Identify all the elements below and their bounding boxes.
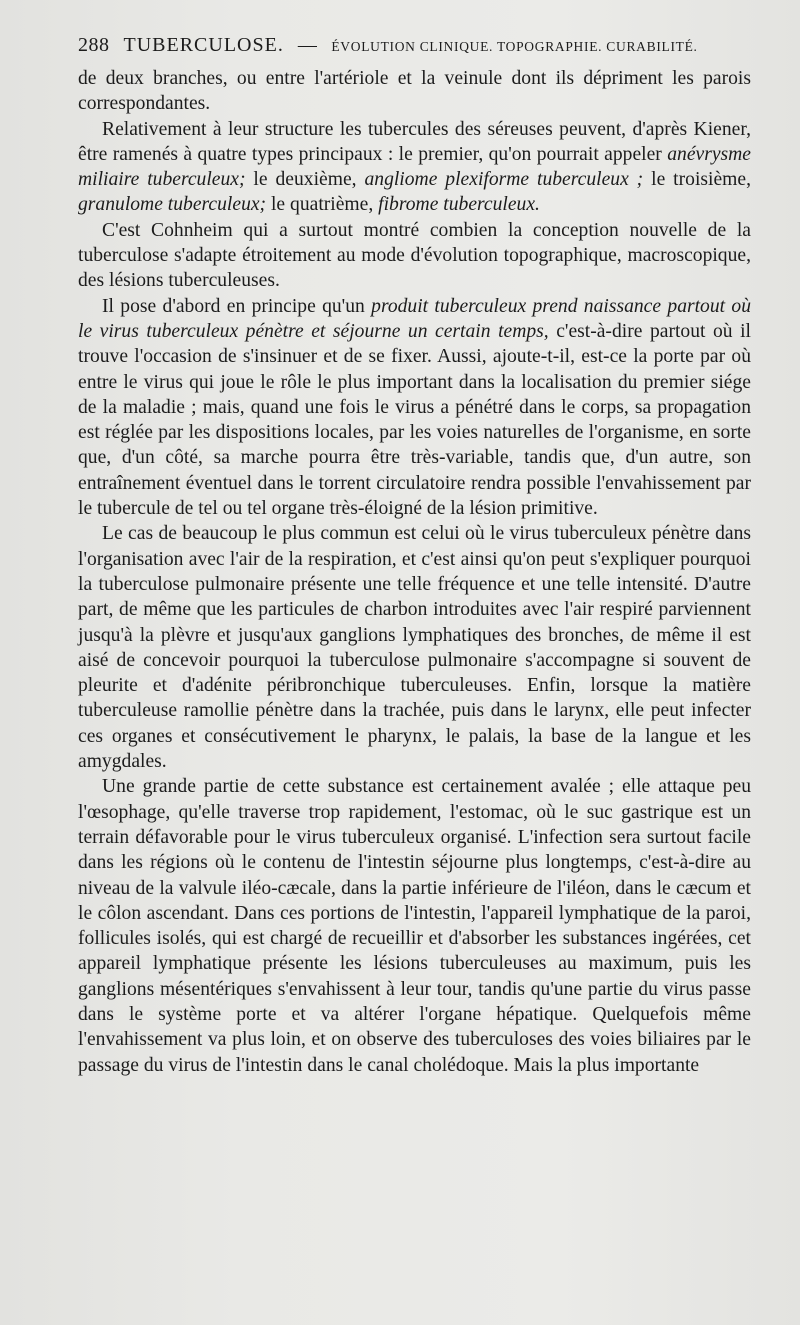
principle-statement: produit tuberculeux prend naissance partout où le virus tuberculeux pénètre et séjourne un certain temps, xyxy=(78,295,752,342)
paragraph-4-text-2: c'est-à-dire partout où il trouve l'occasion de s'insinuer et de se fixer. Aussi, ajoute-t-il, est-ce la porte par où entre le virus qui joue le rôle le plus important dans la localisation du premier siége de la maladie ; mais, quand une fois le virus a pénétré dans le corps, sa propagation est réglée par les dispositions locales, par les voies naturelles de l'organisme, en sorte que, d'un côté, sa marche pourra être très-variable, tandis que, d'un autre, son entraînement éventuel dans le torrent circulatoire rendra possible l'envahissement par le tubercule de tel ou tel organe très-éloigné de la lésion primitive. xyxy=(78,320,751,520)
paragraph-2-text-2: le deuxième, xyxy=(245,169,365,191)
section-title: ÉVOLUTION CLINIQUE. TOPOGRAPHIE. CURABILITÉ. xyxy=(331,39,698,54)
paragraph-2-text-4: le quatrième, xyxy=(266,194,379,216)
paragraph-1: de deux branches, ou entre l'artériole et la veinule dont ils dépriment les parois correspondantes. xyxy=(78,68,751,115)
term-fibrome: fibrome tuberculeux. xyxy=(378,194,540,216)
body-text xyxy=(78,66,751,1078)
term-anevrysme: anévrysme miliaire tuberculeux; xyxy=(78,143,751,191)
term-granulome: granulome tuberculeux; xyxy=(78,194,267,216)
paragraph-4-text-1: Il pose d'abord en principe qu'un xyxy=(102,295,372,317)
paragraph-5: Le cas de beaucoup le plus commun est celui où le virus tuberculeux pénètre dans l'organisation avec l'air de la respiration, et c'est ainsi qu'on peut s'expliquer pourquoi la tuberculose pulmonaire présente une telle fréquence et une telle intensité. D'autre part, de même que les particules de charbon introduites avec l'air respiré parviennent jusqu'à la plèvre et jusqu'aux ganglions lymphatiques des bronches, de même il est aisé de concevoir pourquoi la tuberculose pulmonaire s'accompagne si souvent de pleurite et d'adénite péribronchique tuberculeuses. Enfin, lorsque la matière tuberculeuse ramollie pénètre dans la trachée, puis dans le larynx, elle peut infecter ces organes et consécutivement le pharynx, le palais, la base de la langue et les amygdales. xyxy=(78,523,751,773)
running-head-dash: — xyxy=(297,35,318,56)
page-number: 288 xyxy=(78,34,110,56)
paragraph-4 xyxy=(78,294,751,522)
paragraph-2-text-1: Relativement à leur structure les tubercules des séreuses peuvent, d'après Kiener, être ramenés à quatre types principaux : le premier, qu'on pourrait appeler xyxy=(78,118,751,165)
paragraph-6: Une grande partie de cette substance est certainement avalée ; elle attaque peu l'œsophage, qu'elle traverse trop rapidement, l'estomac, où le suc gastrique est un terrain défavorable pour le virus tuberculeux organisé. L'infection sera surtout facile dans les régions où le contenu de l'intestin séjourne plus longtemps, c'est-à-dire au niveau de la valvule iléo-cæcale, dans la partie inférieure de l'iléon, dans le cæcum et le côlon ascendant. Dans ces portions de l'intestin, l'appareil lymphatique de la paroi, follicules isolés, qui est chargé de recueillir et d'absorber les substances ingérées, cet appareil lymphatique présente les lésions tuberculeuses au maximum, puis les ganglions mésentériques s'envahissent à leur tour, tandis qu'une partie du virus passe dans le système porte et va altérer l'organe hépatique. Quelquefois même l'envahissement va plus loin, et on observe des tuberculoses des voies biliaires par le passage du virus de l'intestin dans le canal cholédoque. Mais la plus importante xyxy=(78,776,751,1076)
running-head xyxy=(78,34,748,57)
paragraph-2-text-3: le troisième, xyxy=(643,169,751,191)
paragraph-2 xyxy=(78,117,751,218)
paragraph-3: C'est Cohnheim qui a surtout montré combien la conception nouvelle de la tuberculose s'adapte étroitement au mode d'évolution topographique, macroscopique, des lésions tuberculeuses. xyxy=(78,219,751,292)
term-angiome: angliome plexiforme tuberculeux ; xyxy=(364,169,644,191)
chapter-title: TUBERCULOSE. xyxy=(123,34,284,56)
